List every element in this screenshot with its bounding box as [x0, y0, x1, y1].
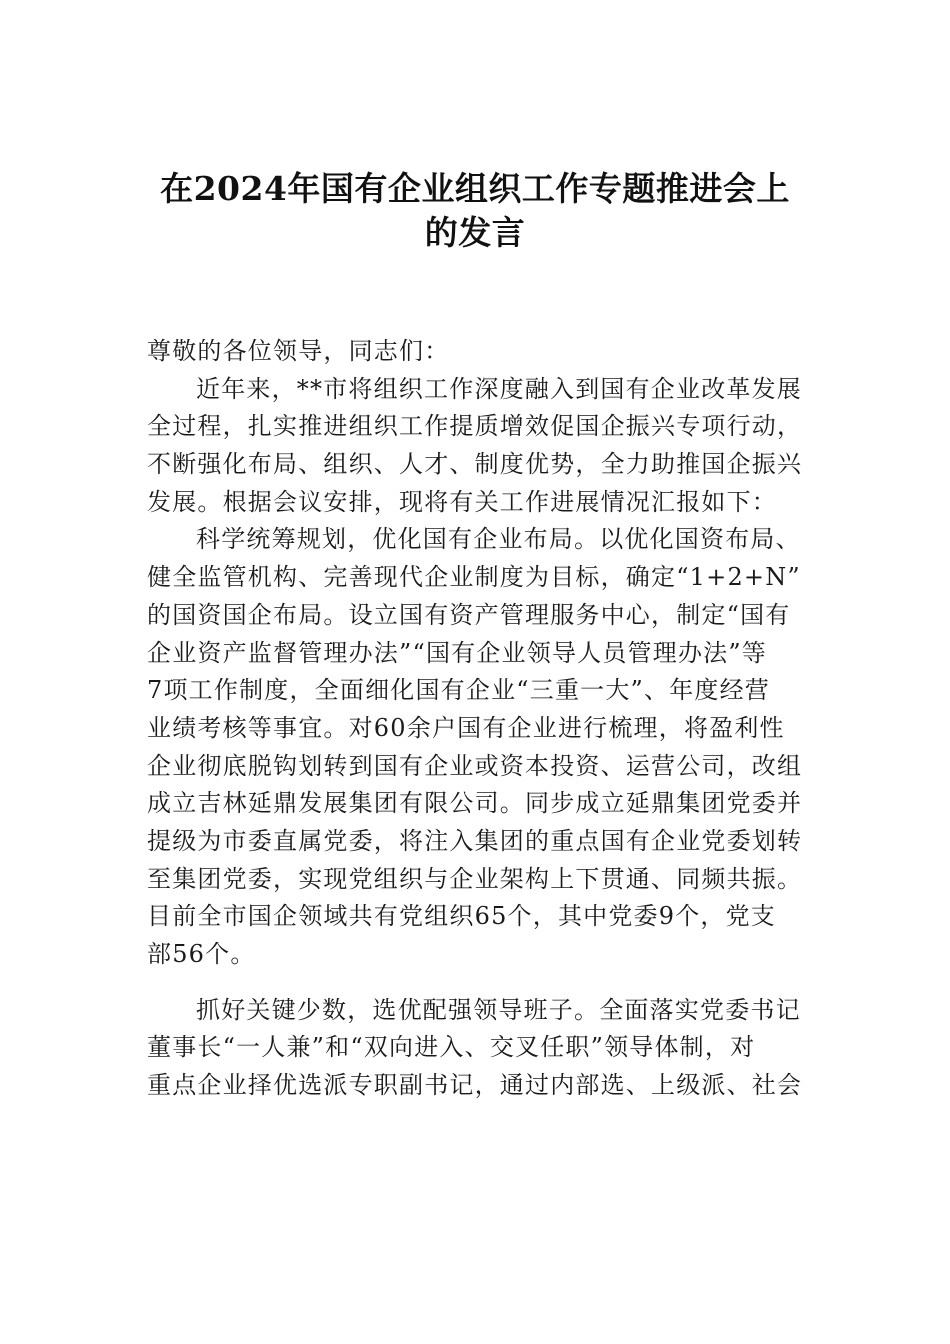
- paragraph-line: 健全监管机构、完善现代企业制度为目标，确定“1+2+N”: [147, 563, 801, 592]
- paragraph-line: 提级为市委直属党委，将注入集团的重点国有企业党委划转: [147, 826, 803, 855]
- document-title-line-2: 的发言: [424, 213, 526, 252]
- paragraph-line: 全过程，扎实推进组织工作提质增效促国企振兴专项行动，: [147, 412, 803, 441]
- paragraph-line: 7项工作制度，全面细化国有企业“三重一大”、年度经营: [147, 676, 771, 705]
- paragraph-line: 至集团党委，实现党组织与企业架构上下贯通、同频共振。: [147, 864, 803, 893]
- document-title-line-1: 在2024年国有企业组织工作专题推进会上: [160, 169, 790, 208]
- paragraph-line: 发展。根据会议安排，现将有关工作进展情况汇报如下：: [147, 487, 777, 516]
- paragraph-line: 企业资产监督管理办法”“国有企业领导人员管理办法”等: [147, 638, 768, 667]
- paragraph-1: [147, 371, 809, 522]
- paragraph-2: [147, 521, 809, 973]
- paragraph-line: 企业彻底脱钩划转到国有企业或资本投资、运营公司，改组: [147, 751, 803, 780]
- paragraph-line: 目前全市国企领域共有党组织65个，其中党委9个，党支: [147, 902, 777, 931]
- paragraph-line: 近年来，**市将组织工作深度融入到国有企业改革发展: [196, 374, 802, 403]
- paragraph-line: 部56个。: [147, 940, 256, 968]
- paragraph-line: 的国资国企布局。设立国有资产管理服务中心，制定“国有: [147, 600, 791, 629]
- paragraph-line: 重点企业择优选派专职副书记，通过内部选、上级派、社会: [147, 1071, 803, 1100]
- paragraph-line: 董事长“一人兼”和“双向进入、交叉任职”领导体制，对: [147, 1033, 756, 1062]
- paragraph-line: 业绩考核等事宜。对60余户国有企业进行梳理，将盈利性: [147, 713, 785, 742]
- document-body: [147, 333, 809, 1105]
- paragraph-3: [147, 992, 809, 1105]
- paragraph-line: 不断强化布局、组织、人才、制度优势，全力助推国企振兴: [147, 450, 803, 479]
- paragraph-line: 成立吉林延鼎发展集团有限公司。同步成立延鼎集团党委并: [147, 789, 803, 818]
- paragraph-line: 科学统筹规划，优化国有企业布局。以优化国资布局、: [196, 525, 801, 554]
- paragraph-line: 抓好关键少数，选优配强领导班子。全面落实党委书记: [196, 995, 801, 1024]
- greeting: 尊敬的各位领导，同志们：: [147, 337, 450, 365]
